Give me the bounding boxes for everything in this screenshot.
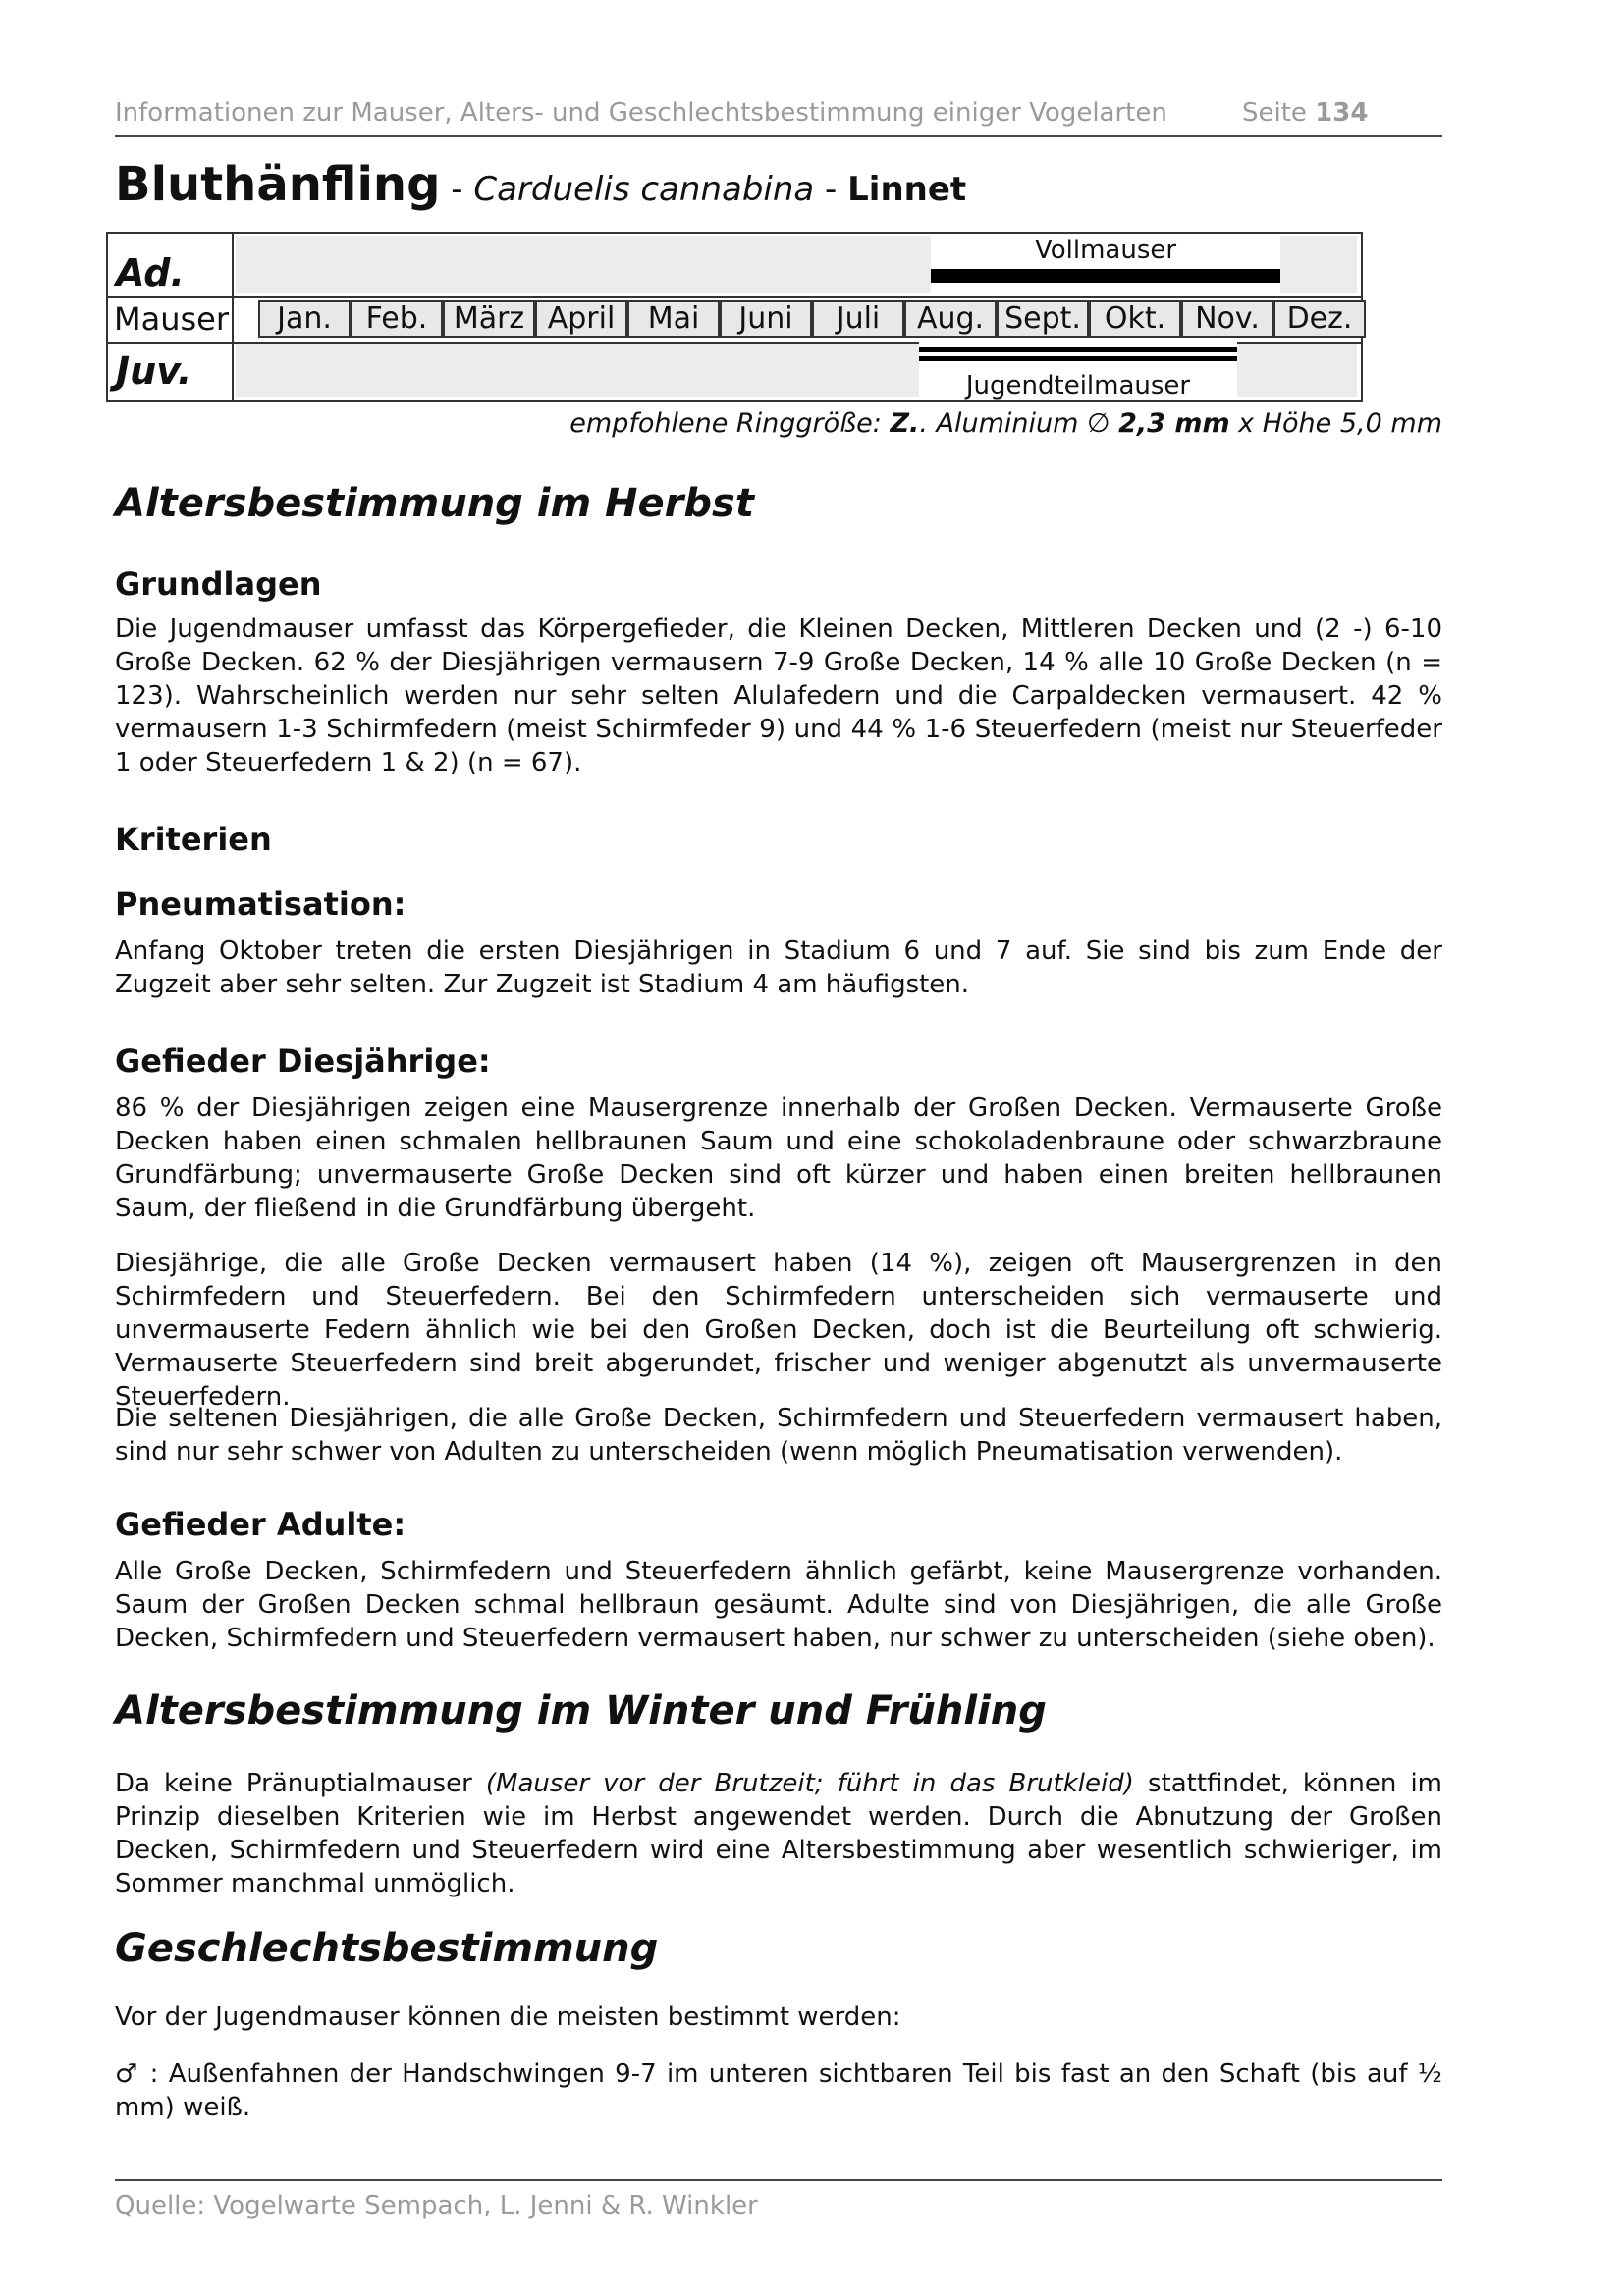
section-title-herbst: Altersbestimmung im Herbst [115,481,754,526]
section-title-geschlecht: Geschlechtsbestimmung [115,1926,659,1971]
paragraph-grundlagen: Die Jugendmauser umfasst das Körpergefieder, die Kleinen Decken, Mittleren Decken und (2 -) 6-10 Große Decken. 62 % der Diesjährigen vermausern 7-9 Große Decken, 14 % alle 10 Große Decken (n = 123). Wahrscheinlich werden nur sehr selten Alulafedern und die Carpaldecken vermausert. 42 % vermausern 1-3 Schirmfedern (meist Schirmfeder 9) und 44 % 1-6 Steuerfedern (meist nur Steuerfeder 1 oder Steuerfedern 1 & 2) (n = 67). [115,614,1442,777]
subsection-kriterien: Kriterien [115,821,272,858]
paragraph-pneumatisation: Anfang Oktober treten die ersten Diesjährigen in Stadium 6 und 7 auf. Sie sind bis zum Ende der Zugzeit aber sehr selten. Zur Zugzeit ist Stadium 4 am häufigsten. [115,936,1442,999]
page-header [115,98,1442,137]
species-title: Bluthänfling - Carduelis cannabina - Linnet [115,157,967,212]
month-cell: Dez. [1273,300,1366,338]
juvenile-moult-label: Jugendteilmauser [965,371,1191,400]
paragraph-adulte: Alle Große Decken, Schirmfedern und Steuerfedern ähnlich gefärbt, keine Mausergrenze vorhanden. Saum der Großen Decken schmal hellbraun gesäumt. Adulte sind von Diesjährigen, die alle Große Decken, Schirmfedern und Steuerfedern vermausert haben, nur schwer zu unterscheiden (siehe oben). [115,1557,1442,1653]
juvenile-row [108,342,1361,400]
paragraph-diesjaehrige-2: Diesjährige, die alle Große Decken vermausert haben (14 %), zeigen oft Mausergrenzen in den Schirmfedern und Steuerfedern. Bei den Schirmfedern unterscheiden sich vermauserte und unvermauserte Federn ähnlich wie bei den Großen Decken, doch ist die Beurteilung oft schwierig. Vermauserte Steuerfedern sind breit abgerundet, frischer und weniger abgenutzt als unvermauserte Steuerfedern. [115,1249,1442,1412]
subsection-grundlagen: Grundlagen [115,565,322,603]
footer-rule [115,2179,1442,2181]
month-cell: Jan. [258,300,351,338]
adult-label: Ad. [116,251,185,294]
paragraph-male: ♂ : Außenfahnen der Handschwingen 9-7 im unteren sichtbaren Teil bis fast an den Schaft (bis auf ½ mm) weiß. [115,2059,1443,2122]
paragraph-winter: Da keine Pränuptialmauser (Mauser vor der Brutzeit; führt in das Brutkleid) stattfindet, können im Prinzip dieselben Kriterien wie im Herbst angewendet werden. Durch die Abnutzung der Großen Decken, Schirmfedern und Steuerfedern wird eine Altersbestimmung aber wesentlich schwieriger, im Sommer manchmal unmöglich. [115,1769,1443,1898]
subsection-gefieder-diesjaehrige: Gefieder Diesjährige: [115,1042,491,1080]
male-symbol-icon: ♂ [115,2059,140,2089]
juvenile-moult-bar [919,347,1237,352]
months-row [108,296,1361,344]
ring-size-line: empfohlene Ringgröße: Z.. Aluminium ∅ 2,3 mm x Höhe 5,0 mm [569,408,1442,439]
adult-moult-label: Vollmauser [1034,236,1177,265]
section-title-winter: Altersbestimmung im Winter und Frühling [115,1688,1047,1734]
species-english-name: Linnet [847,170,967,209]
mauser-label: Mauser [114,300,230,338]
month-cell: April [535,300,627,338]
month-cell: Sept. [997,300,1089,338]
footer-source: Quelle: Vogelwarte Sempach, L. Jenni & R. Winkler [115,2191,758,2220]
month-cell: Okt. [1089,300,1181,338]
month-cell: März [443,300,535,338]
juvenile-moult-bar [919,356,1237,361]
month-list [258,300,1366,338]
moult-table [106,232,1363,402]
month-cell: Mai [627,300,720,338]
species-latin-name: Carduelis cannabina [473,170,815,209]
month-cell: Juni [720,300,812,338]
subsection-gefieder-adulte: Gefieder Adulte: [115,1506,406,1543]
species-german-name: Bluthänfling [115,157,441,212]
subsection-pneumatisation: Pneumatisation: [115,885,406,923]
adult-moult-bar [931,269,1280,283]
paragraph-sex-intro: Vor der Jugendmauser können die meisten bestimmt werden: [115,2002,901,2032]
month-cell: Nov. [1181,300,1273,338]
paragraph-diesjaehrige-3: Die seltenen Diesjährigen, die alle Große Decken, Schirmfedern und Steuerfedern vermausert haben, sind nur sehr schwer von Adulten zu unterscheiden (wenn möglich Pneumatisation verwenden). [115,1404,1442,1467]
month-cell: Juli [812,300,904,338]
header-title: Informationen zur Mauser, Alters- und Geschlechtsbestimmung einiger Vogelarten [115,98,1167,128]
page-number: Seite 134 [1242,98,1369,128]
adult-row [108,234,1361,298]
month-cell: Feb. [351,300,443,338]
paragraph-diesjaehrige-1: 86 % der Diesjährigen zeigen eine Mausergrenze innerhalb der Großen Decken. Vermauserte Große Decken haben einen schmalen hellbraunen Saum und eine schokoladenbraune oder schwarzbraune Grundfärbung; unvermauserte Große Decken sind oft kürzer und haben einen breiten hellbraunen Saum, der fließend in die Grundfärbung übergeht. [115,1094,1442,1223]
month-cell: Aug. [904,300,997,338]
juvenile-label: Juv. [116,349,192,393]
